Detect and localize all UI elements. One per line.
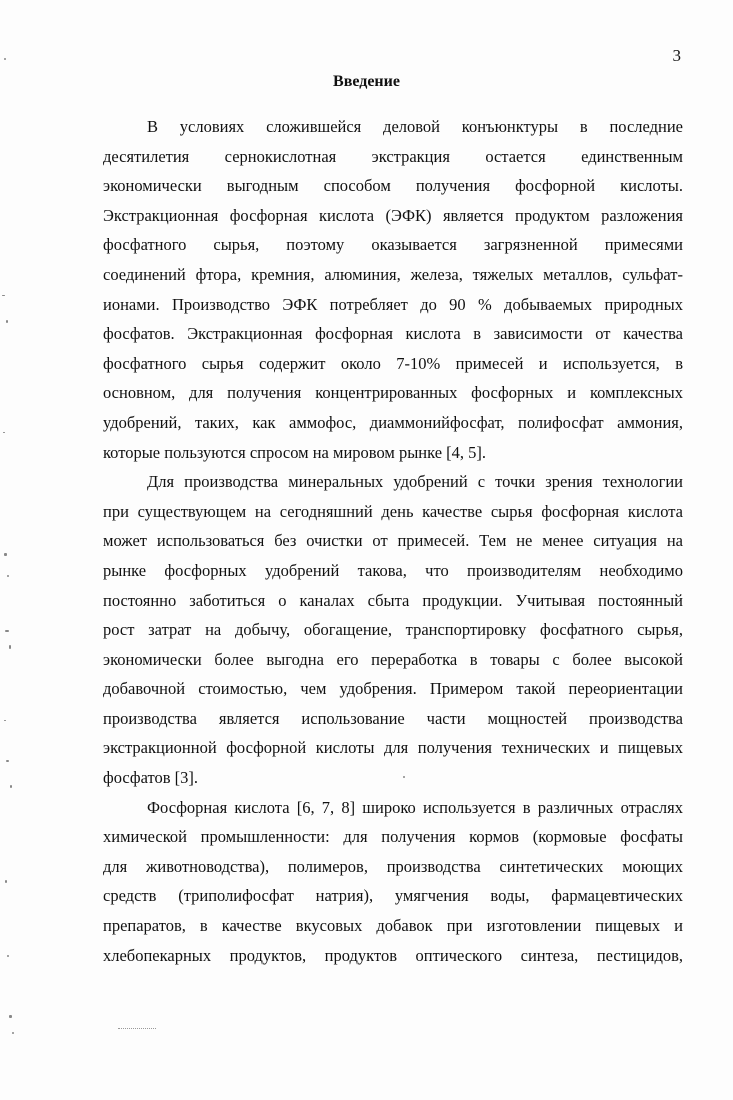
paragraph-1-line: фосфатов. Экстракционная фосфорная кислота в зависимости от качества (103, 324, 683, 344)
paragraph-3-line: Фосфорная кислота [6, 7, 8] широко используется в различных отраслях (147, 797, 683, 817)
paragraph-1-line: экономически выгодным способом получения фосфорной кислоты. (103, 176, 683, 196)
paragraph-2-line: экстракционной фосфорной кислоты для получения технических и пищевых (103, 738, 683, 758)
paragraph-1-line: ионами. Производство ЭФК потребляет до 90 % добываемых природных (103, 294, 683, 314)
scan-speck (3, 432, 5, 433)
paragraph-1-line: соединений фтора, кремния, алюминия, железа, тяжелых металлов, сульфат- (103, 264, 683, 284)
scan-speck (4, 58, 6, 60)
paragraph-1-line: которые пользуются спросом на мировом рынке [4, 5]. (103, 442, 487, 462)
paragraph-2-line: экономически более выгодна его переработка в товары с более высокой (103, 649, 683, 669)
scan-speck (12, 1032, 14, 1034)
paragraph-1-line: Экстракционная фосфорная кислота (ЭФК) является продуктом разложения (103, 205, 683, 225)
scan-speck (7, 955, 9, 957)
paragraph-2-line: добавочной стоимостью, чем удобрения. Примером такой переориентации (103, 679, 683, 699)
paragraph-3-line: для животноводства), полимеров, производства синтетических моющих (103, 856, 683, 876)
scan-artifact (118, 1028, 156, 1031)
paragraph-3-line: препаратов, в качестве вкусовых добавок при изготовлении пищевых и (103, 916, 683, 936)
scan-speck (6, 760, 9, 762)
scan-speck (5, 880, 7, 883)
paragraph-2-line: рост затрат на добычу, обогащение, транспортировку фосфатного сырья, (103, 620, 683, 640)
paragraph-3-line: средств (триполифосфат натрия), умягчения воды, фармацевтических (103, 886, 683, 906)
paragraph-1-line: В условиях сложившейся деловой конъюнктуры в последние (147, 117, 683, 136)
scan-speck (403, 776, 405, 778)
page-number: 3 (672, 46, 681, 65)
paragraph-2-line: может использоваться без очистки от примесей. Тем не менее ситуация на (103, 531, 683, 551)
scan-speck (9, 645, 11, 649)
paragraph-2-line: Для производства минеральных удобрений с точки зрения технологии (147, 472, 683, 492)
scan-speck (6, 320, 8, 323)
paragraph-1-line: удобрений, таких, как аммофос, диаммонийфосфат, полифосфат аммония, (103, 412, 683, 432)
paragraph-2-line: при существующем на сегодняшний день качестве сырья фосфорная кислота (103, 501, 683, 521)
paragraph-3-line: хлебопекарных продуктов, продуктов оптического синтеза, пестицидов, (103, 945, 683, 965)
scan-speck (5, 630, 9, 632)
paragraph-1-line: десятилетия сернокислотная экстракция остается единственным (103, 146, 683, 166)
paragraph-2-line: рынке фосфорных удобрений такова, что производителям необходимо (103, 560, 683, 580)
scan-speck (2, 295, 5, 296)
body-text (103, 112, 683, 970)
scan-speck (9, 1015, 12, 1018)
scan-speck (10, 785, 12, 788)
paragraph-2-line: постоянно заботиться о каналах сбыта продукции. Учитывая постоянный (103, 590, 683, 610)
paragraph-1-line: фосфатного сырья содержит около 7-10% примесей и используется, в (103, 353, 683, 373)
scan-speck (4, 720, 6, 721)
section-heading: Введение (333, 73, 400, 90)
scan-speck (4, 553, 7, 556)
paragraph-3-line: химической промышленности: для получения кормов (кормовые фосфаты (103, 827, 683, 847)
scan-speck (7, 575, 9, 577)
paragraph-1-line: фосфатного сырья, поэтому оказывается загрязненной примесями (103, 235, 683, 255)
paragraph-1-line: основном, для получения концентрированных фосфорных и комплексных (103, 383, 683, 403)
paragraph-2-line: производства является использование части мощностей производства (103, 708, 683, 728)
paragraph-2-line: фосфатов [3]. (103, 768, 198, 788)
